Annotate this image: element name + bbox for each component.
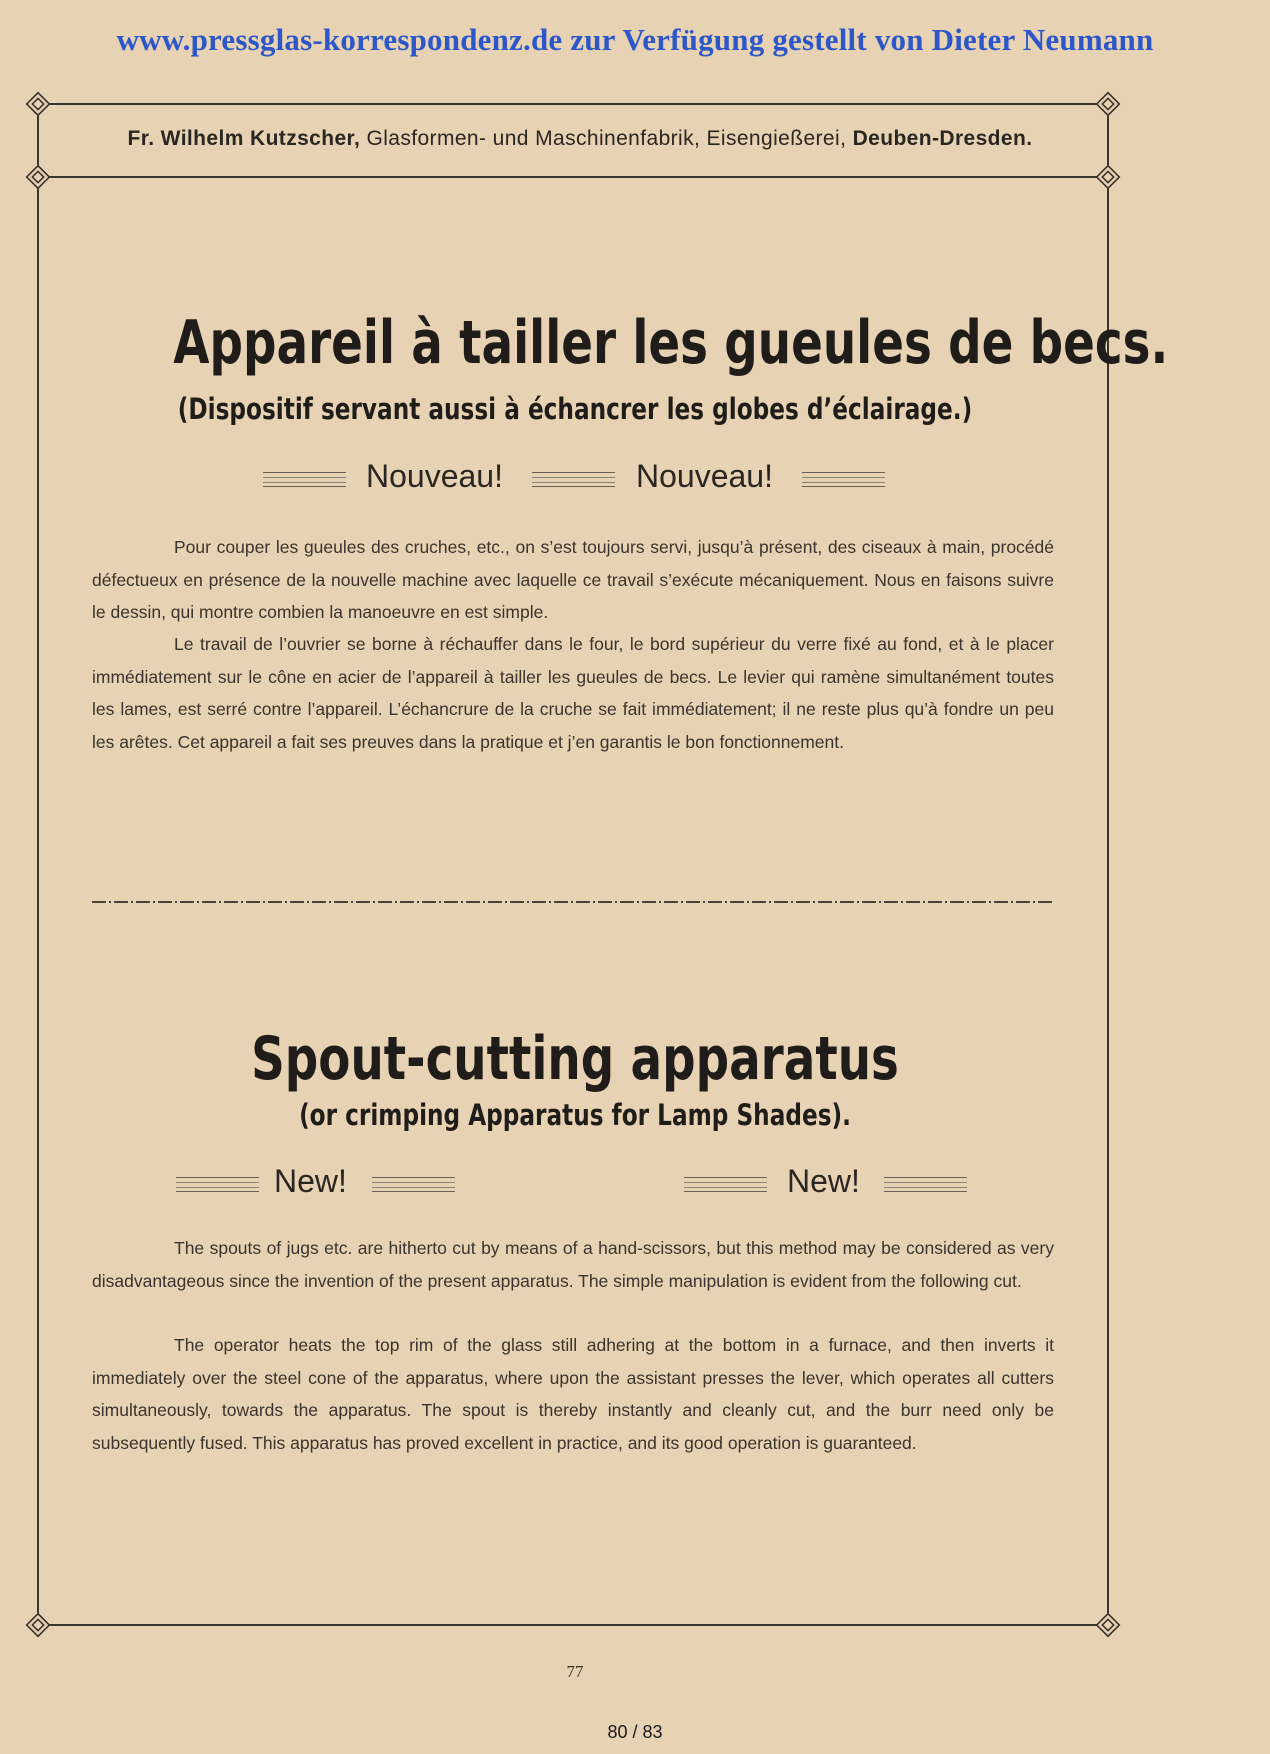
english-tag-right: New! (787, 1163, 860, 1199)
french-tag-left: Nouveau! (366, 458, 503, 494)
corner-ornament-bottom-right-icon (1097, 1614, 1120, 1637)
corner-ornament-top-right-icon (1097, 93, 1120, 116)
corner-ornament-mid-right-icon (1097, 166, 1120, 189)
english-title: Spout-cutting apparatus (251, 1024, 899, 1094)
company-business: Glasformen- und Maschinenfabrik, Eisengießerei, (366, 127, 847, 150)
corner-ornament-mid-left-icon (27, 166, 50, 189)
watermark-text: www.pressglas-korrespondenz.de zur Verfügung gestellt von Dieter Neumann (116, 22, 1154, 57)
double-rule-icon (884, 1177, 967, 1192)
french-paragraph-1: Pour couper les gueules des cruches, etc., on s’est toujours servi, jusqu’à présent, des ciseaux à main, procédé défectueux en présence de la nouvelle machine avec laquelle ce travail s’exécute mécaniquement. Nous en faisons suivre le dessin, qui montre combien la manoeuvre en est simple. (92, 537, 1054, 622)
english-subtitle: (or crimping Apparatus for Lamp Shades). (299, 1098, 851, 1132)
company-header (60, 127, 1100, 151)
page-number: 77 (566, 1662, 584, 1681)
french-subtitle: (Dispositif servant aussi à échancrer les globes d’éclairage.) (177, 392, 973, 426)
french-title: Appareil à tailler les gueules de becs. (173, 308, 1169, 378)
company-location: Deuben-Dresden. (852, 127, 1033, 150)
double-rule-icon (532, 472, 615, 487)
english-paragraph-1: The spouts of jugs etc. are hitherto cut by means of a hand-scissors, but this method may be considered as very disadvantageous since the invention of the present apparatus. The simple manipulation is evident from the following cut. (92, 1238, 1054, 1291)
double-rule-icon (802, 472, 885, 487)
english-tag-left: New! (274, 1163, 347, 1199)
double-rule-icon (263, 472, 346, 487)
double-rule-icon (372, 1177, 455, 1192)
french-tag-row (0, 458, 1270, 502)
pdf-page-counter: 80 / 83 (607, 1722, 663, 1742)
corner-ornament-bottom-left-icon (27, 1614, 50, 1637)
double-rule-icon (684, 1177, 767, 1192)
english-paragraph-2: The operator heats the top rim of the glass still adhering at the bottom in a furnace, and then inverts it immediately over the steel cone of the apparatus, where upon the assistant presses the lever, which operates all cutters simultaneously, towards the apparatus. The spout is thereby instantly and cleanly cut, and the burr need only be subsequently fused. This apparatus has proved excellent in practice, and its good operation is guaranteed. (92, 1335, 1054, 1453)
company-name: Fr. Wilhelm Kutzscher, (127, 127, 361, 150)
french-paragraph-2: Le travail de l’ouvrier se borne à réchauffer dans le four, le bord supérieur du verre fixé au fond, et à le placer immédiatement sur le cône en acier de l’appareil à tailler les gueules de becs. Le levier qui ramène simultanément toutes les lames, est serré contre l’appareil. L’échancrure de la cruche se fait immédiatement; il ne reste plus qu’à fondre un peu les arêtes. Cet appareil a fait ses preuves dans la pratique et j’en garantis le bon fonctionnement. (92, 634, 1054, 752)
english-tag-row (0, 1163, 1270, 1207)
french-tag-right: Nouveau! (636, 458, 773, 494)
double-rule-icon (176, 1177, 259, 1192)
corner-ornament-top-left-icon (27, 93, 50, 116)
